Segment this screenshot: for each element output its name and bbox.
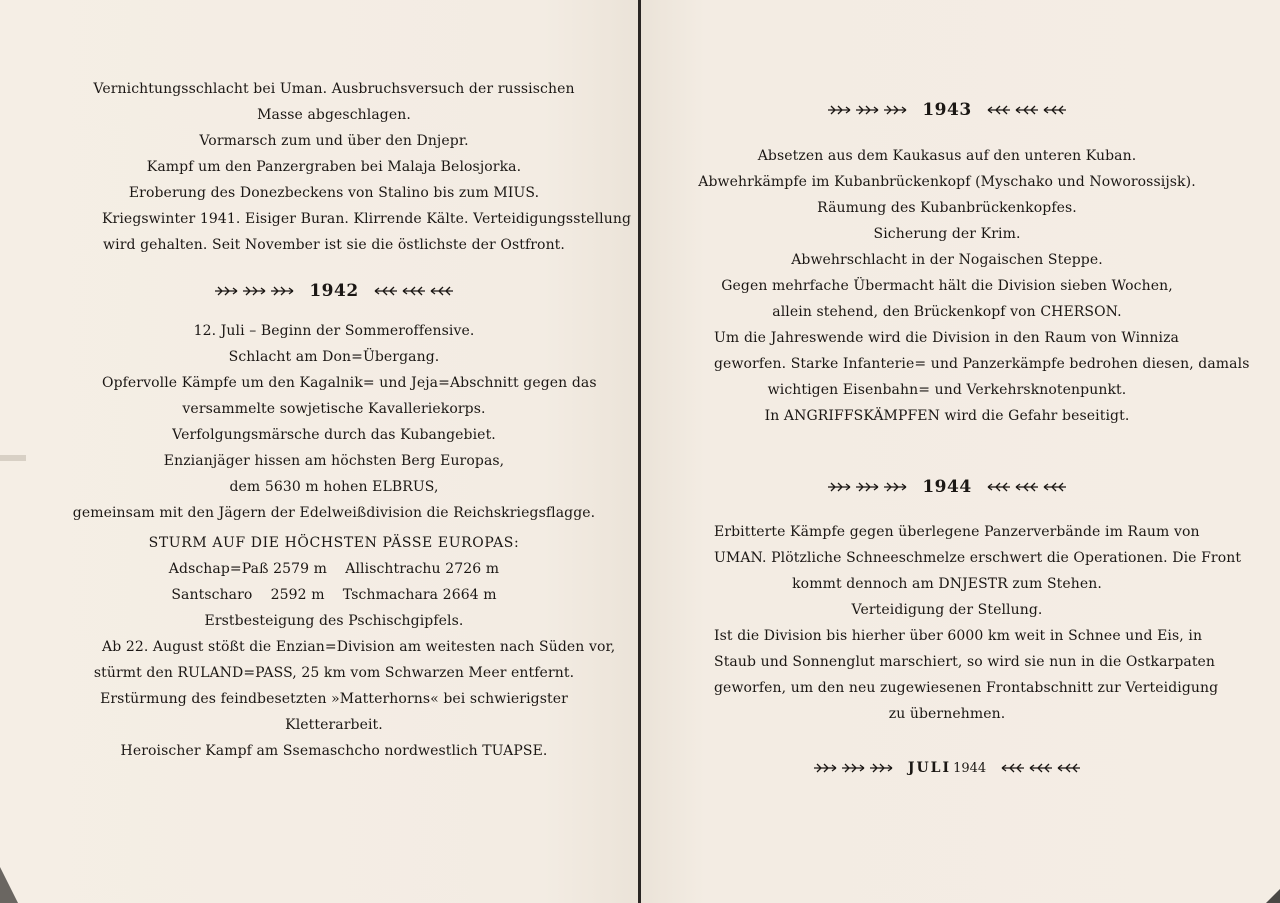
text-line-1944: Erbitterte Kämpfe gegen überlegene Panzerverbände im Raum von: [714, 524, 1200, 540]
intro-line: Vernichtungsschlacht bei Uman. Ausbruchsversuch der russischen: [93, 81, 575, 97]
footer-date: [641, 757, 1253, 779]
text-line-1944: Ist die Division bis hierher über 6000 km weit in Schnee und Eis, in: [714, 628, 1203, 644]
text-line-1944: zu übernehmen.: [888, 706, 1006, 722]
text-line-1944: kommt dennoch am DNJESTR zum Stehen.: [792, 576, 1102, 592]
intro-line: Masse abgeschlagen.: [257, 107, 411, 123]
page-corner: [1266, 889, 1280, 903]
text-line-1942: Schlacht am Don=Übergang.: [228, 349, 440, 365]
text-line-1943: allein stehend, den Brückenkopf von CHERSON.: [772, 304, 1122, 320]
laurel-sprig-icon: [828, 481, 908, 493]
laurel-sprig-icon: [215, 285, 295, 297]
right-page: [641, 0, 1280, 903]
text-line-1943: Räumung des Kubanbrückenkopfes.: [817, 200, 1077, 216]
year-label: 1944: [922, 477, 972, 497]
year-heading-1942: [0, 280, 668, 302]
text-line-1944: Staub und Sonnenglut marschiert, so wird sie nun in die Ostkarpaten: [714, 654, 1216, 670]
footer-year: 1944: [953, 761, 987, 776]
text-line-1943: In ANGRIFFSKÄMPFEN wird die Gefahr beseitigt.: [764, 408, 1130, 424]
text-line-1943: Um die Jahreswende wird die Division in den Raum von Winniza: [714, 330, 1179, 346]
text-line-1943: Abwehrschlacht in der Nogaischen Steppe.: [791, 252, 1103, 268]
text-line-1943: geworfen. Starke Infanterie= und Panzerkämpfe bedrohen diesen, damals: [714, 356, 1250, 372]
text-line-1942: 12. Juli – Beginn der Sommeroffensive.: [193, 323, 475, 339]
text-line-1942: gemeinsam mit den Jägern der Edelweißdivision die Reichskriegsflagge.: [72, 505, 596, 521]
text-line-1944: UMAN. Plötzliche Schneeschmelze erschwert die Operationen. Die Front: [714, 550, 1242, 566]
page-corner: [0, 867, 18, 903]
year-heading-1944: [641, 476, 1253, 498]
text-line-1942: versammelte sowjetische Kavalleriekorps.: [182, 401, 486, 417]
laurel-sprig-icon: [828, 104, 908, 116]
text-line-1943: Absetzen aus dem Kaukasus auf den unteren Kuban.: [757, 148, 1137, 164]
intro-line: Vormarsch zum und über den Dnjepr.: [199, 133, 469, 149]
year-label: 1942: [309, 281, 359, 301]
text-line-1943: Gegen mehrfache Übermacht hält die Division sieben Wochen,: [721, 278, 1173, 294]
text-line-1942: Santscharo 2592 m Tschmachara 2664 m: [171, 587, 497, 603]
text-line-1943: wichtigen Eisenbahn= und Verkehrsknotenpunkt.: [767, 382, 1127, 398]
text-line-1942: Enzianjäger hissen am höchsten Berg Europas,: [163, 453, 505, 469]
laurel-sprig-icon: [373, 285, 453, 297]
laurel-sprig-icon: [814, 762, 894, 774]
text-line-1942: Erstbesteigung des Pschischgipfels.: [204, 613, 464, 629]
text-line-1942: Kletterarbeit.: [285, 717, 383, 733]
text-line-1943: Abwehrkämpfe im Kubanbrückenkopf (Myschako und Noworossijsk).: [698, 174, 1196, 190]
intro-line: wird gehalten. Seit November ist sie die östlichste der Ostfront.: [103, 237, 565, 253]
text-line-1942: Heroischer Kampf am Ssemaschcho nordwestlich TUAPSE.: [120, 743, 548, 759]
text-line-1942: Opfervolle Kämpfe um den Kagalnik= und Jeja=Abschnitt gegen das: [102, 375, 597, 391]
text-line-1944: Verteidigung der Stellung.: [851, 602, 1043, 618]
year-heading-1943: [641, 99, 1253, 121]
text-line-1942: Ab 22. August stößt die Enzian=Division am weitesten nach Süden vor,: [102, 639, 616, 655]
text-line-1942: stürmt den RULAND=PASS, 25 km vom Schwarzen Meer entfernt.: [93, 665, 575, 681]
laurel-sprig-icon: [986, 104, 1066, 116]
text-line-1944: geworfen, um den neu zugewiesenen Frontabschnitt zur Verteidigung: [714, 680, 1219, 696]
year-label: 1943: [922, 100, 972, 120]
laurel-sprig-icon: [986, 481, 1066, 493]
intro-line: Eroberung des Donezbeckens von Stalino bis zum MIUS.: [128, 185, 540, 201]
text-line-1943: Sicherung der Krim.: [873, 226, 1021, 242]
footer-month: JULI: [907, 760, 952, 776]
intro-line: Kampf um den Panzergraben bei Malaja Belosjorka.: [146, 159, 522, 175]
text-line-1942: Adschap=Paß 2579 m Allischtrachu 2726 m: [168, 561, 500, 577]
text-line-1942: STURM AUF DIE HÖCHSTEN PÄSSE EUROPAS:: [148, 535, 520, 551]
intro-line: Kriegswinter 1941. Eisiger Buran. Klirrende Kälte. Verteidigungsstellung: [102, 211, 632, 227]
laurel-sprig-icon: [1000, 762, 1080, 774]
text-line-1942: dem 5630 m hohen ELBRUS,: [229, 479, 439, 495]
text-line-1942: Verfolgungsmärsche durch das Kubangebiet.: [172, 427, 496, 443]
text-line-1942: Erstürmung des feindbesetzten »Matterhorns« bei schwierigster: [100, 691, 568, 707]
